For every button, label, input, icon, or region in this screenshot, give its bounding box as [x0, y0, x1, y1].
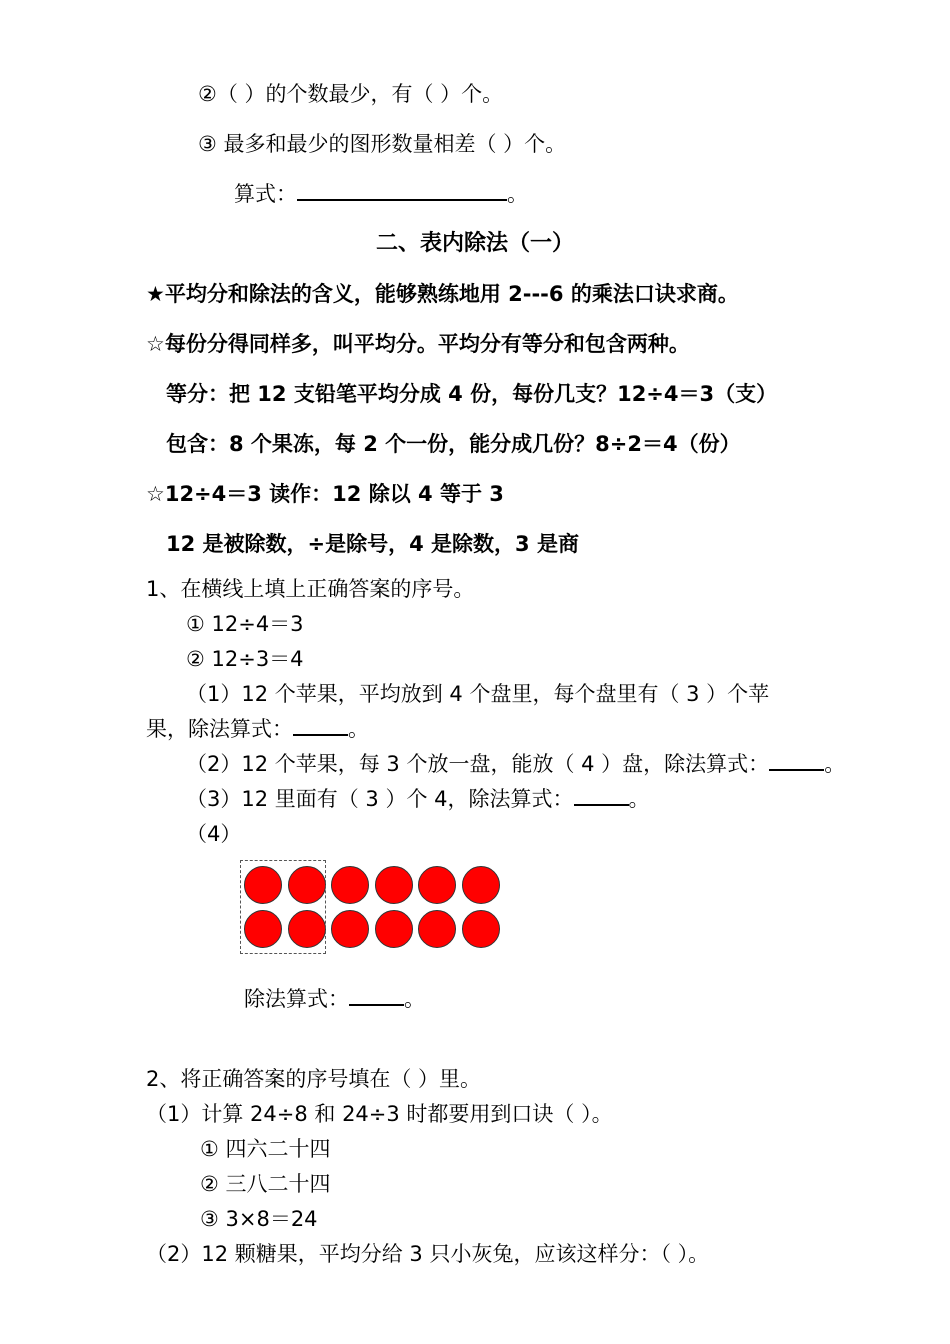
formula-line [234, 180, 528, 208]
answer-blank[interactable] [574, 788, 629, 806]
formula-label: 算式： [234, 182, 297, 206]
q1-part-4: （4） [186, 822, 242, 846]
answer-blank[interactable] [769, 753, 824, 771]
q1-part-3-line [186, 785, 650, 813]
q1-part-4-formula-line [244, 985, 425, 1013]
question-line-3: ③ 最多和最少的图形数量相差（ ）个。 [198, 132, 567, 156]
containment-line: 包含：8 个果冻，每 2 个一份，能分成几份？8÷2＝4（份） [166, 432, 741, 456]
q1-part-1b-line [146, 715, 369, 743]
q2-option-3: ③ 3×8＝24 [200, 1207, 318, 1231]
section-title: 二、表内除法（一） [375, 231, 574, 256]
red-dot [462, 910, 500, 948]
red-dot [331, 910, 369, 948]
q2-title: 2、将正确答案的序号填在（ ）里。 [146, 1067, 482, 1091]
goal-line: ★平均分和除法的含义，能够熟练地用 2---6 的乘法口诀求商。 [146, 282, 739, 306]
dashed-group-box [240, 860, 326, 954]
q1-part-3: （3）12 里面有（ 3 ）个 4，除法算式： [186, 787, 574, 811]
red-dot [331, 866, 369, 904]
definition-line: ☆每份分得同样多，叫平均分。平均分有等分和包含两种。 [146, 332, 690, 356]
red-dot [462, 866, 500, 904]
q2-option-1: ① 四六二十四 [200, 1137, 331, 1161]
q1-end: 。 [628, 787, 650, 811]
q1-end: 。 [404, 987, 425, 1011]
parts-line: 12 是被除数，÷是除号，4 是除数，3 是商 [166, 532, 579, 556]
formula-end: 。 [507, 182, 528, 206]
red-dot [418, 866, 456, 904]
q1-part-2: （2）12 个苹果，每 3 个放一盘，能放（ 4 ）盘，除法算式： [186, 752, 770, 776]
question-line-2: ②（ ）的个数最少，有（ ）个。 [198, 82, 504, 106]
q1-end: 。 [824, 752, 846, 776]
q2-part-2: （2）12 颗糖果，平均分给 3 只小灰兔，应该这样分：（ ）。 [146, 1242, 710, 1266]
red-dot [418, 910, 456, 948]
q1-option-1: ① 12÷4＝3 [186, 612, 304, 636]
q2-part-1: （1）计算 24÷8 和 24÷3 时都要用到口诀（ ）。 [146, 1102, 613, 1126]
q1-title: 1、在横线上填上正确答案的序号。 [146, 577, 475, 601]
q1-formula-label: 除法算式： [244, 987, 349, 1011]
q2-option-2: ② 三八二十四 [200, 1172, 331, 1196]
answer-blank[interactable] [297, 183, 507, 201]
q1-part-1a: （1）12 个苹果，平均放到 4 个盘里，每个盘里有（ 3 ）个苹 [186, 682, 770, 706]
q1-part-2-line [186, 750, 845, 778]
red-dot [375, 866, 413, 904]
equal-division-line: 等分：把 12 支铅笔平均分成 4 份，每份几支？12÷4＝3（支） [166, 382, 778, 406]
q1-part-1b: 果，除法算式： [146, 717, 293, 741]
answer-blank[interactable] [349, 988, 404, 1006]
answer-blank[interactable] [293, 718, 348, 736]
q1-option-2: ② 12÷3＝4 [186, 647, 304, 671]
reading-line: ☆12÷4＝3 读作：12 除以 4 等于 3 [146, 482, 504, 506]
red-dot [375, 910, 413, 948]
q1-end: 。 [348, 717, 369, 741]
